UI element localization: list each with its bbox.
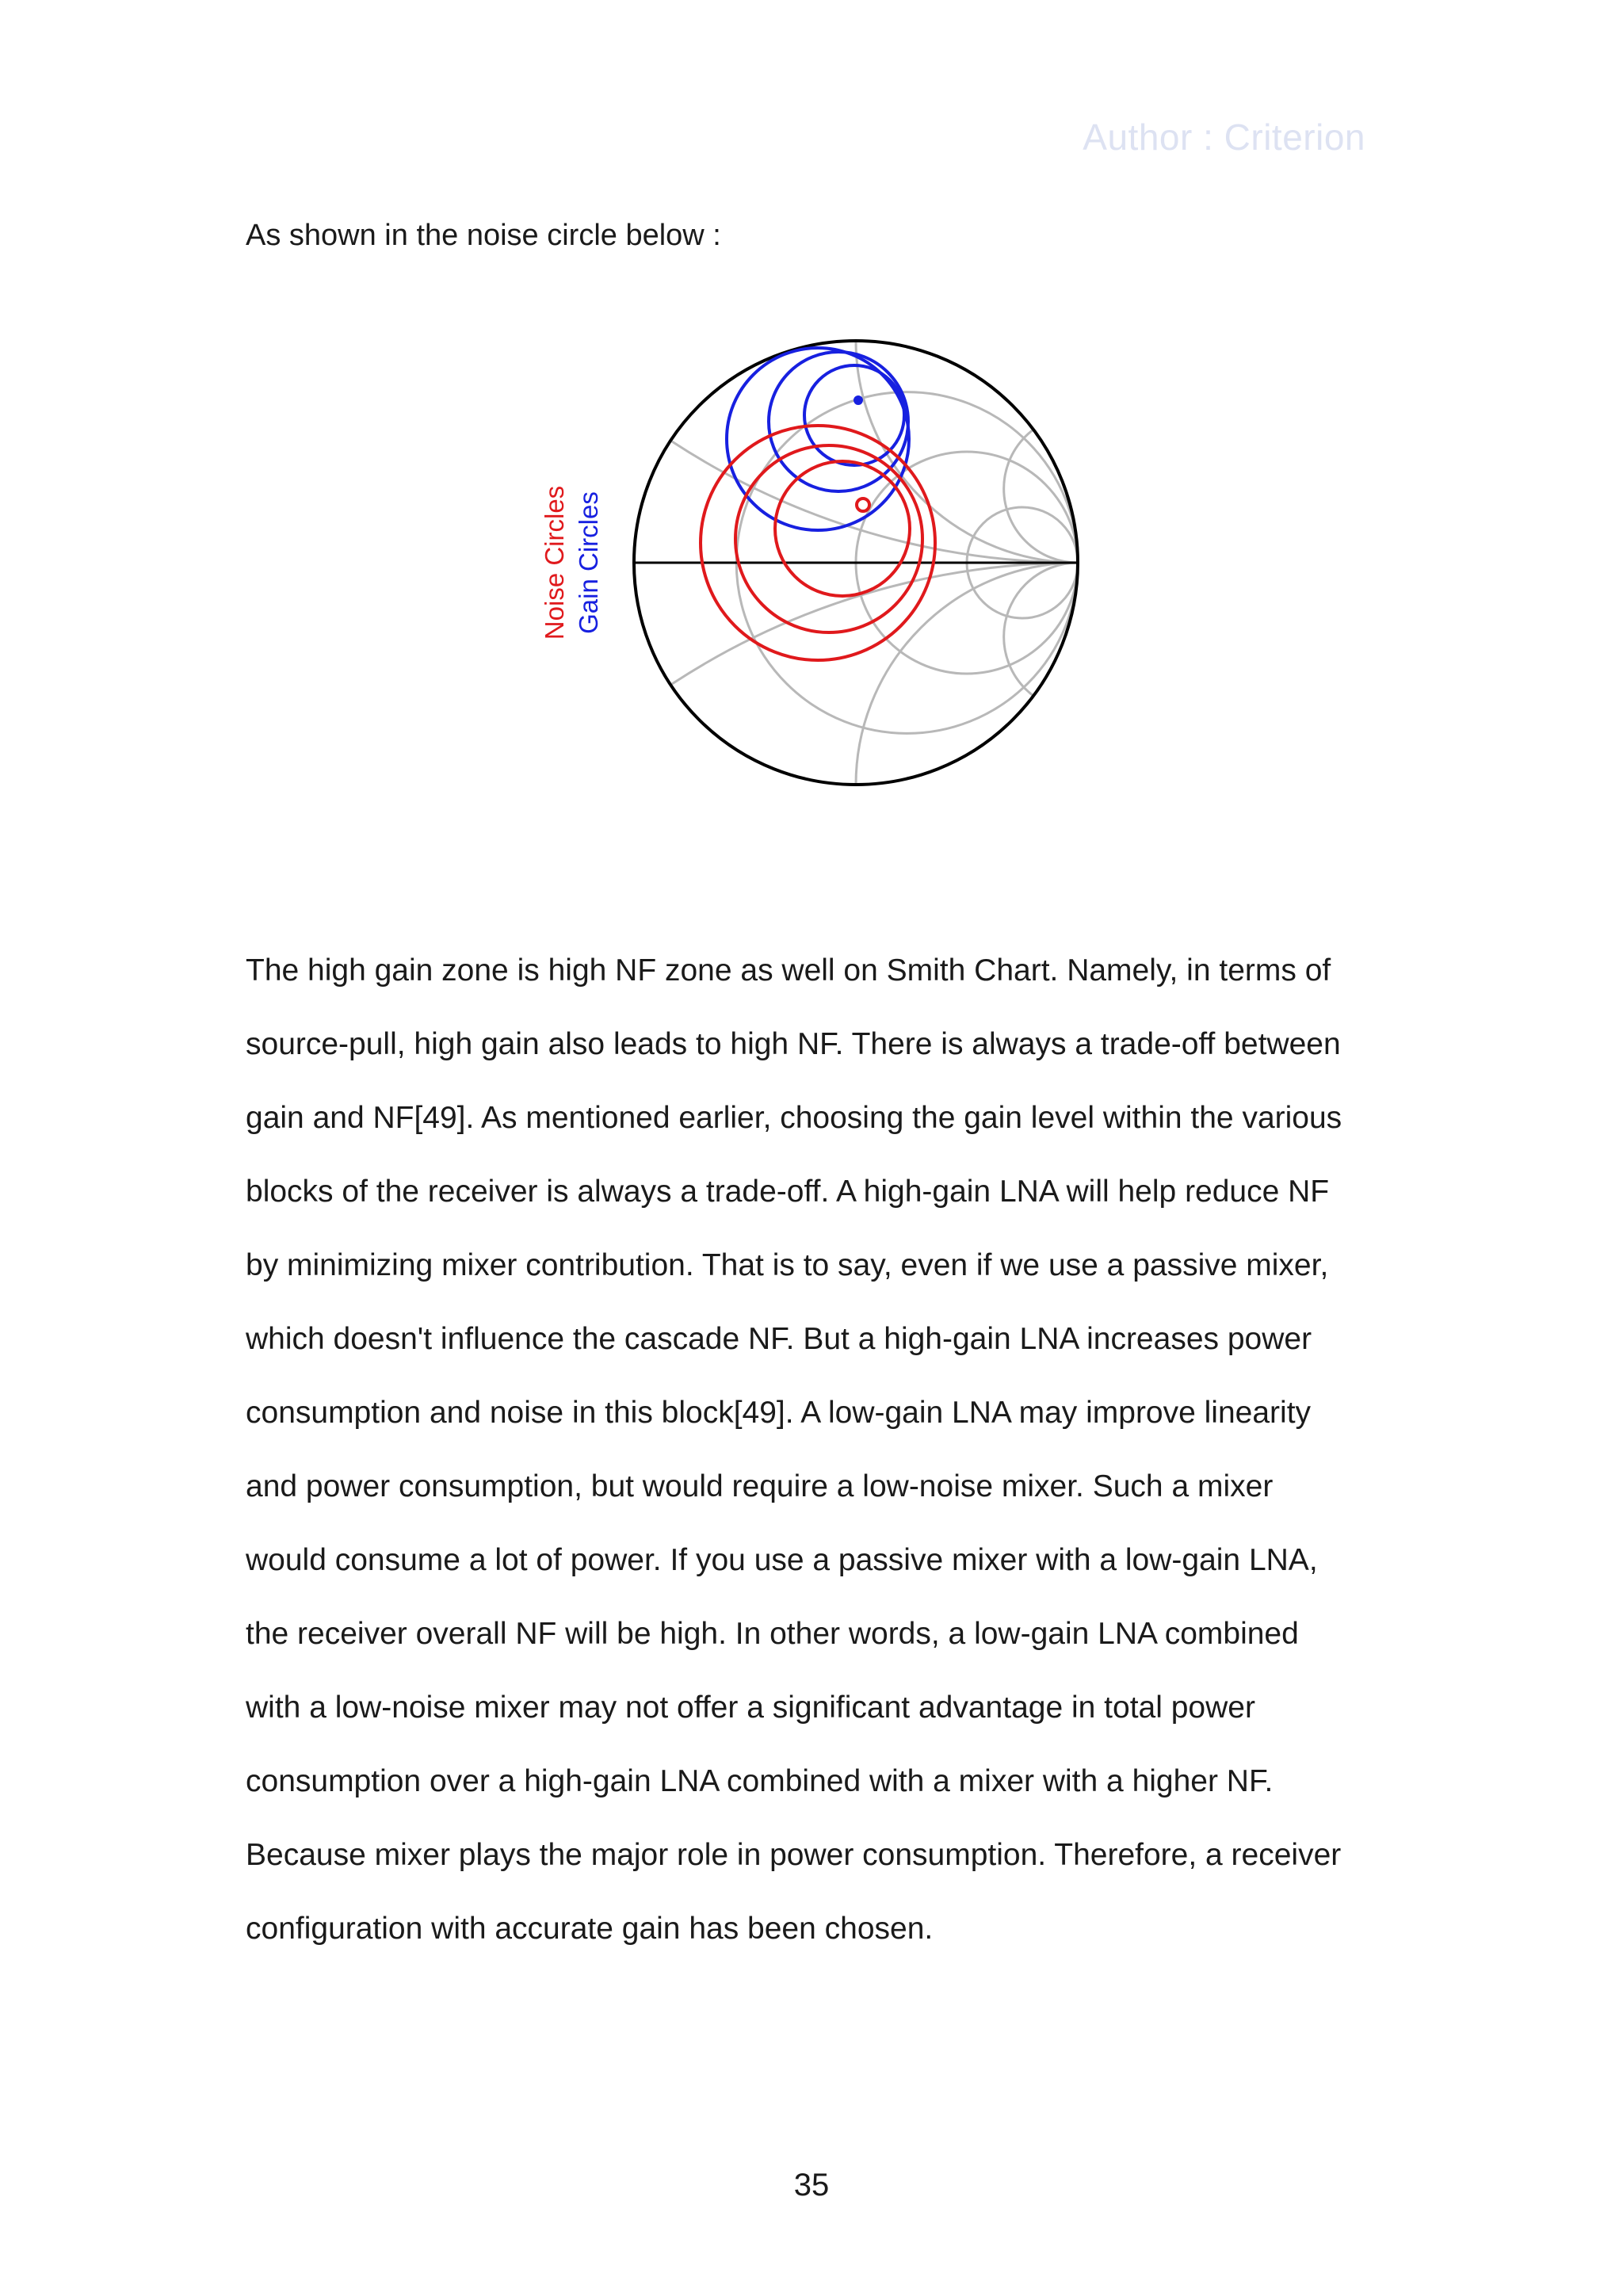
reactance-arc: [856, 325, 1094, 563]
header-author: Author : Criterion: [1083, 117, 1365, 158]
reactance-arc: [523, 563, 1094, 800]
gain-circle: [769, 352, 908, 491]
paragraph-line: consumption over a high-gain LNA combined with a mixer with a higher NF.: [246, 1764, 1274, 1798]
paragraph-line: the receiver overall NF will be high. In other words, a low-gain LNA combined: [246, 1617, 1299, 1651]
smith-chart-figure: [523, 325, 1094, 800]
noise-min-point: [857, 499, 869, 511]
paragraph-line: and power consumption, but would require a low-noise mixer. Such a mixer: [246, 1469, 1274, 1503]
page-number: 35: [793, 2168, 830, 2202]
paragraph-line: Because mixer plays the major role in power consumption. Therefore, a receiver: [246, 1838, 1342, 1872]
gain-circles-label: Gain Circles: [574, 491, 603, 634]
paragraph-line: would consume a lot of power. If you use a passive mixer with a low-gain LNA,: [246, 1543, 1318, 1577]
paragraph-line: by minimizing mixer contribution. That is to say, even if we use a passive mixer,: [246, 1248, 1329, 1282]
reactance-arc: [523, 325, 1094, 563]
paragraph-line: consumption and noise in this block[49]. A low-gain LNA may improve linearity: [246, 1396, 1312, 1430]
noise-circles-group: [701, 426, 935, 660]
smith-chart: [523, 325, 1094, 800]
intro-text: As shown in the noise circle below :: [246, 219, 721, 252]
paragraph-line: which doesn't influence the cascade NF. But a high-gain LNA increases power: [246, 1322, 1312, 1356]
paragraph-line: gain and NF[49]. As mentioned earlier, choosing the gain level within the various: [246, 1101, 1342, 1135]
noise-circles-label: Noise Circles: [540, 485, 569, 640]
gain-circles-group: [727, 348, 909, 530]
paragraph-line: configuration with accurate gain has been chosen.: [246, 1912, 934, 1946]
body-paragraph: [246, 947, 1387, 1979]
paragraph-line: with a low-noise mixer may not offer a significant advantage in total power: [246, 1690, 1255, 1725]
paragraph-line: blocks of the receiver is always a trade-off. A high-gain LNA will help reduce NF: [246, 1175, 1330, 1209]
gain-max-point: [855, 397, 861, 403]
paragraph-line: The high gain zone is high NF zone as well on Smith Chart. Namely, in terms of: [246, 953, 1331, 988]
reactance-arc: [856, 563, 1094, 800]
paragraph-line: source-pull, high gain also leads to high NF. There is always a trade-off between: [246, 1027, 1341, 1061]
